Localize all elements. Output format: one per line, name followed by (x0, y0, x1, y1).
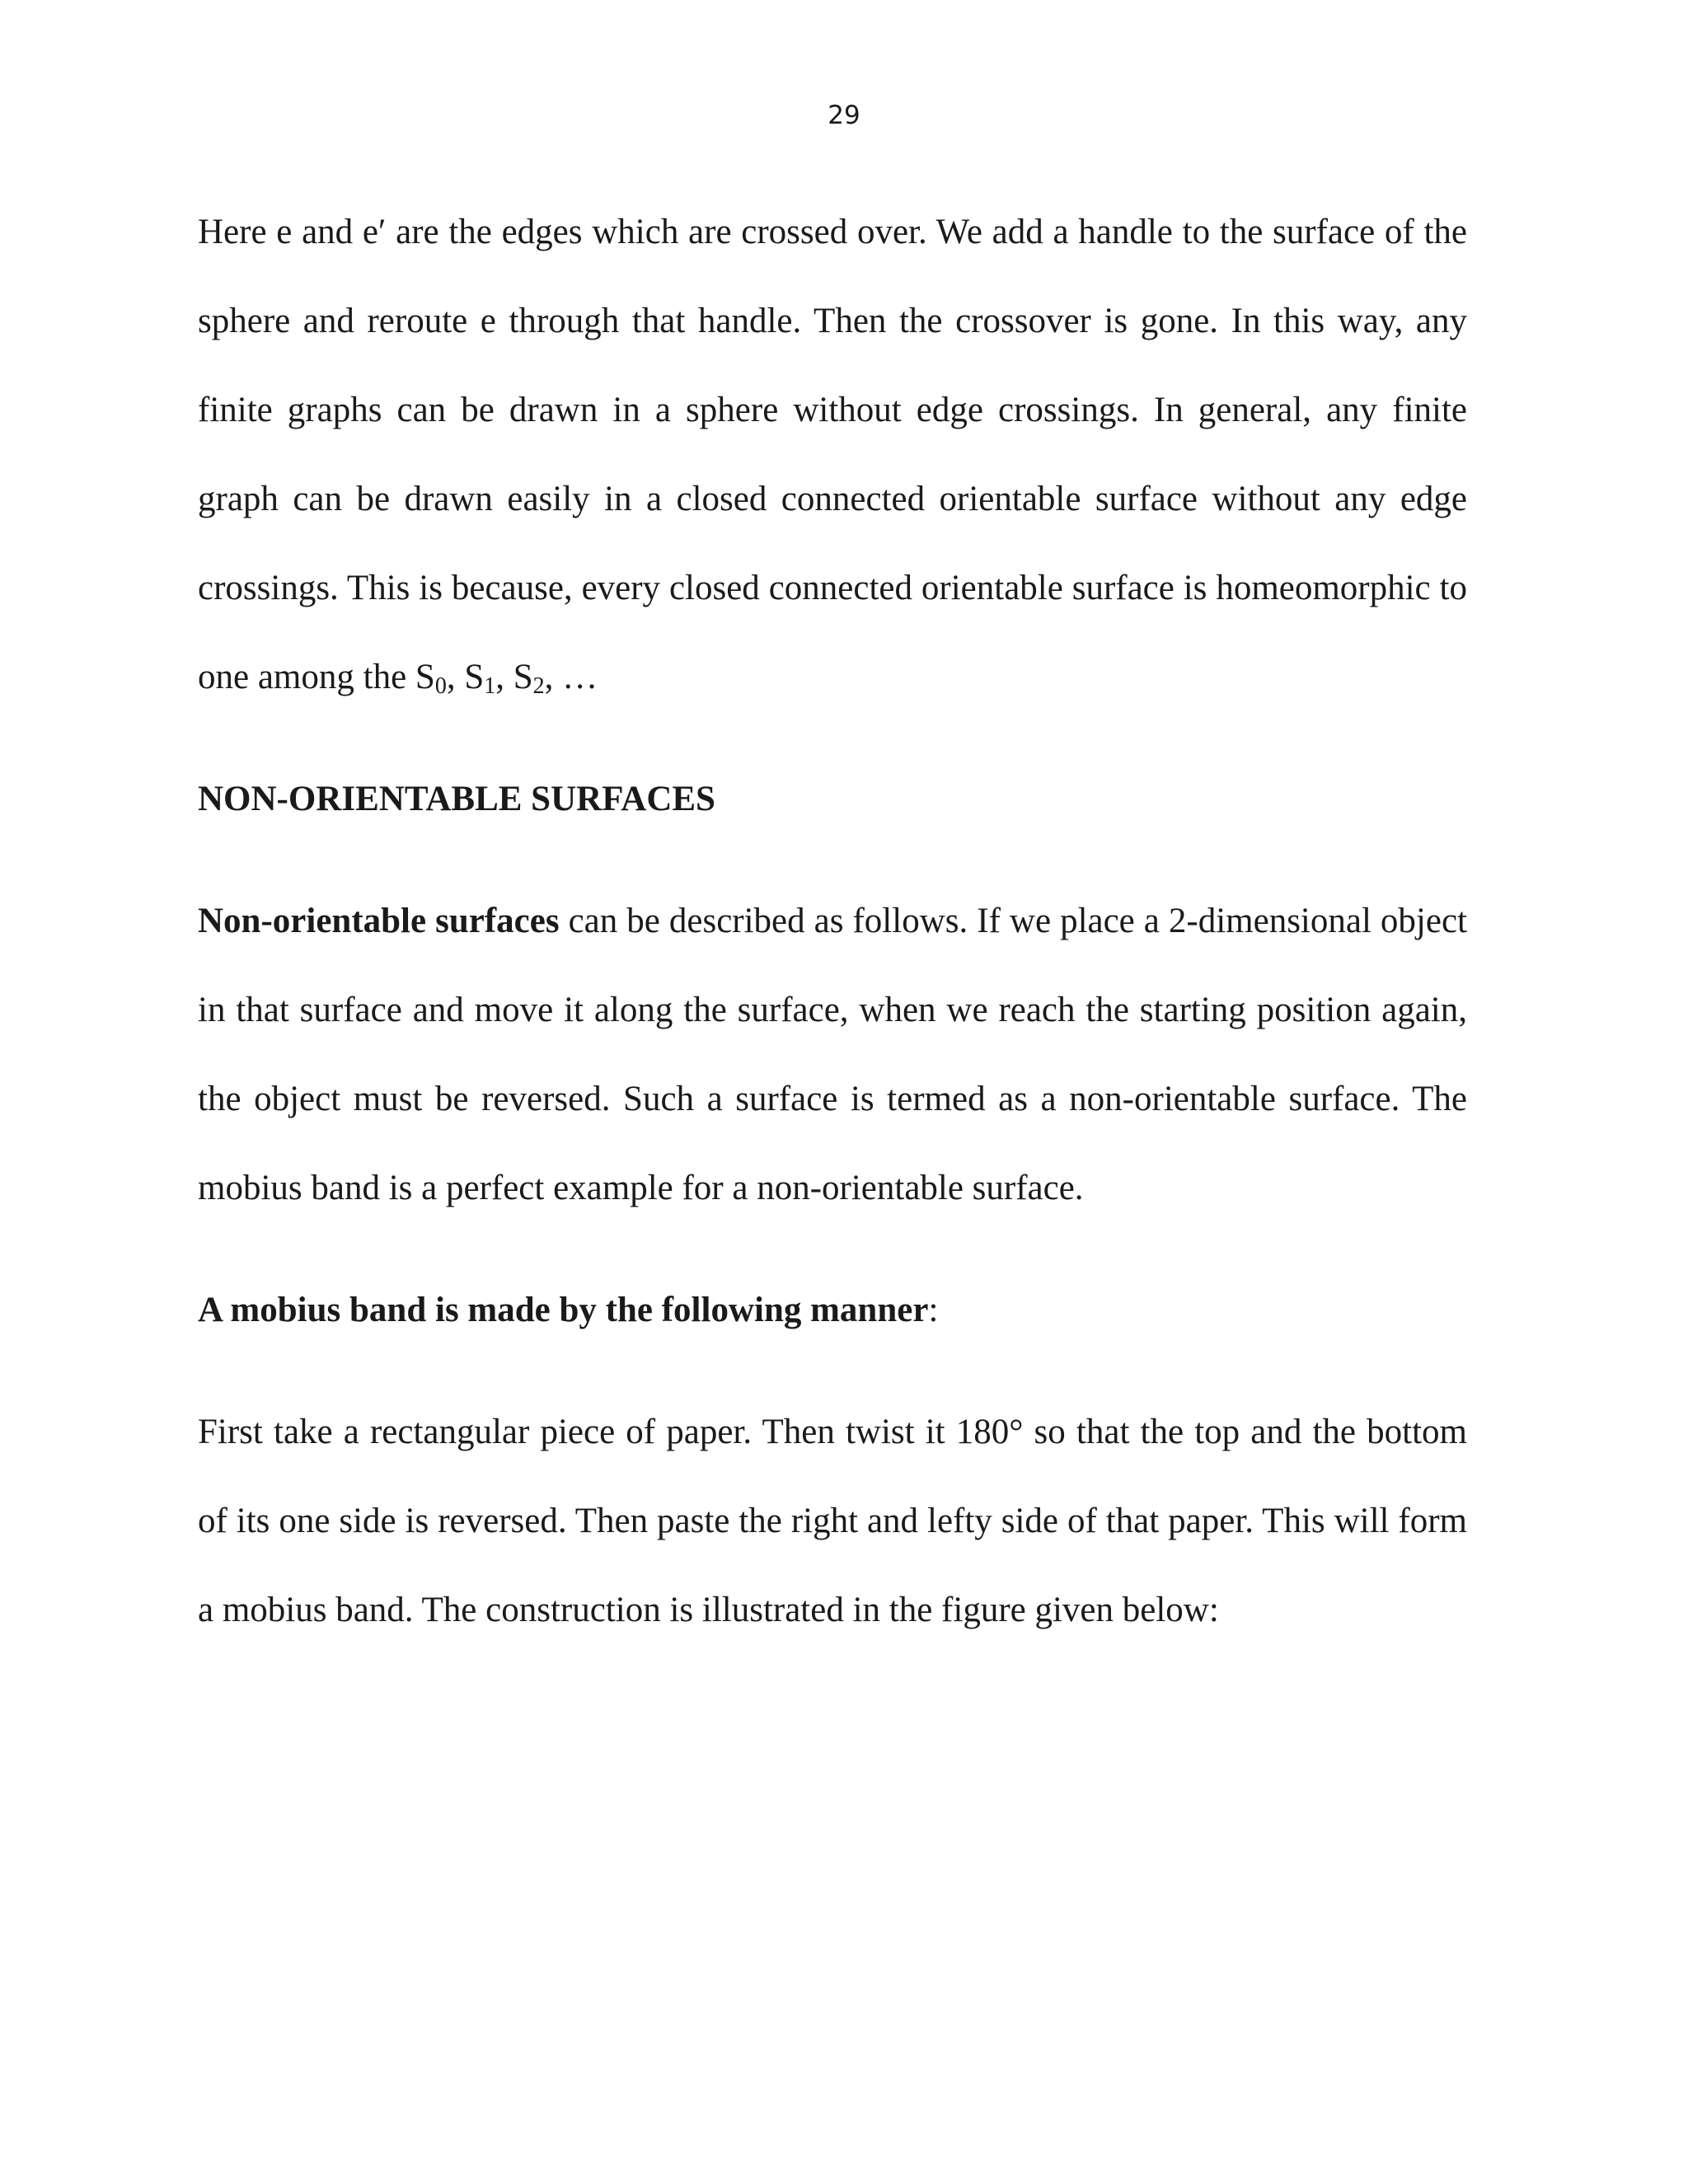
bold-term: Non-orientable surfaces (198, 902, 560, 940)
paragraph-mobius-construction: First take a rectangular piece of paper. Then twist it 180° so that the top and the bottom of its one side is reversed. Then paste the right and lefty side of that paper. This will form a mobius band. The construction is illustrated in the figure given below: (198, 1413, 1467, 1629)
paragraph-text: can be described as follows. If we place a 2-dimensional object in that surface and move it along the surface, when we reach the starting position again, the object must be reversed. Such a surface is termed as a non-orientable surface. The mobius band is a perfect example for a non-orientable surface. (198, 902, 1467, 1207)
paragraph-edge-crossings (198, 188, 1467, 722)
section-heading-non-orientable: NON-ORIENTABLE SURFACES (198, 780, 715, 818)
subscript-2: 2 (532, 673, 545, 699)
subscript-0: 0 (434, 673, 447, 699)
paragraph-text: Here e and e′ are the edges which are crossed over. We add a handle to the surface of the sphere and reroute e through that handle. Then the crossover is gone. In this way, any finite graphs can be drawn in a sphere without edge crossings. In general, any finite graph can be drawn easily in a closed connected orientable surface without any edge crossings. This is because, every closed connected orientable surface is homeomorphic to one among the S (198, 213, 1467, 696)
subheading-text: A mobius band is made by the following manner (198, 1291, 929, 1329)
page-number: 29 (828, 101, 860, 130)
separator-text: , S (446, 658, 485, 696)
separator-text: , S (495, 658, 533, 696)
subheading-mobius-band (198, 1266, 1467, 1355)
subscript-1: 1 (484, 673, 496, 699)
paragraph-non-orientable-definition (198, 877, 1467, 1233)
subheading-colon: : (928, 1291, 939, 1329)
ellipsis-text: , … (544, 658, 598, 696)
page-content (198, 188, 1467, 1655)
